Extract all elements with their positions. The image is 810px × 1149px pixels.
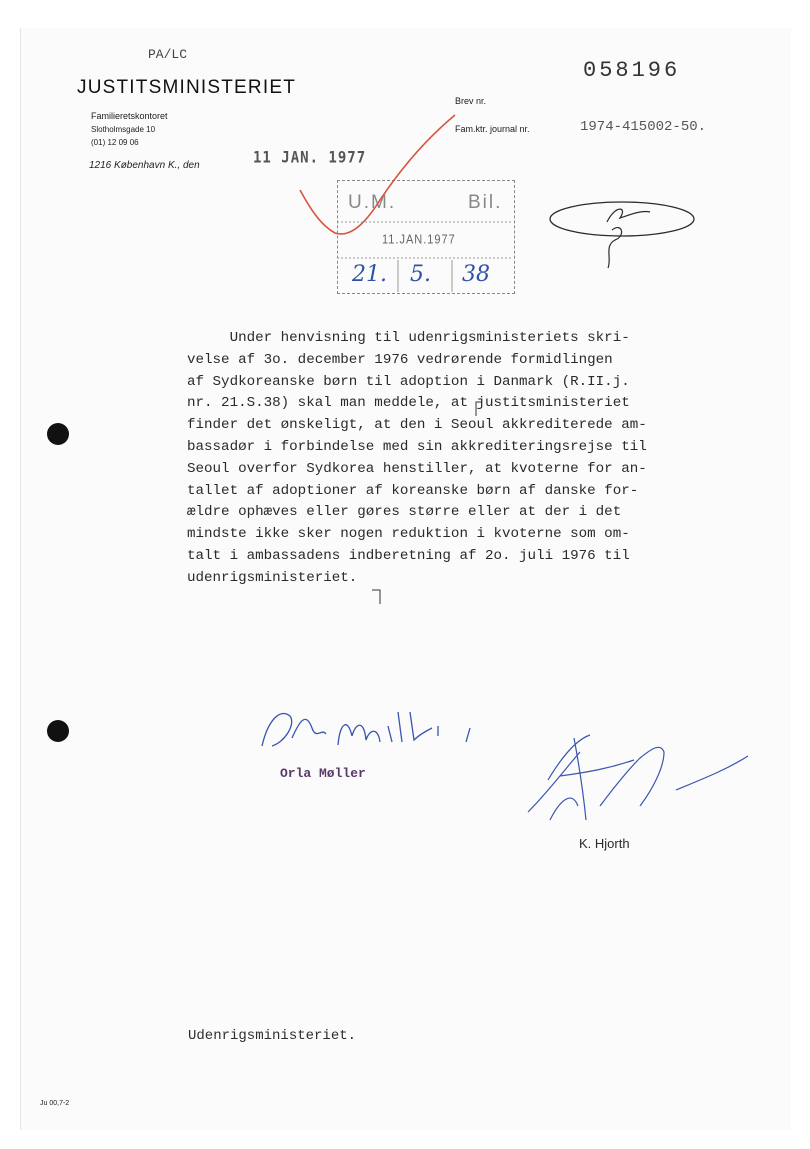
form-number: Ju 00,7-2 xyxy=(40,1100,70,1107)
red-checkmark xyxy=(300,115,455,234)
handwritten-initials xyxy=(607,209,650,268)
letter-body: Under henvisning til udenrigsministeriets skri- velse af 3o. december 1976 vedrørende formidlingen af Sydkoreanske børn til adoption i Danmark (R.II.j. nr. 21.S.38) skal man meddele, at justitsministeriet finder det ønskeligt, at den i Seoul akkrediterede am- bassadør i forbindelse med sin akkrediteringsrejse til Seoul overfor Sydkorea henstiller, at kvoterne for an- tallet af adoptioner af koreanske børn af danske for- ældre ophæves eller gøres større eller at der i det mindste ikke sker nogen reduktion i kvoterne som om- talt i ambassadens indberetning af 2o. juli 1976 til udenrigsministeriet. xyxy=(187,330,647,586)
dateline: 1216 København K., den xyxy=(89,160,200,171)
stamp-um: U.M. xyxy=(348,192,397,213)
phone-number: (01) 12 09 06 xyxy=(91,138,139,147)
department: Familieretskontoret xyxy=(91,111,168,121)
signatory-1-name: Orla Møller xyxy=(280,766,366,781)
stamp-handwritten-2: 5. xyxy=(410,262,431,287)
bracket-mark-2 xyxy=(372,590,380,604)
stamp-handwritten-3: 38 xyxy=(462,262,490,287)
famktr-label: Fam.ktr. journal nr. xyxy=(455,124,530,134)
journal-number: 1974-415002-50. xyxy=(580,119,707,135)
signature-orla-moller xyxy=(262,712,470,746)
brev-label: Brev nr. xyxy=(455,96,487,106)
stamp-divider-3 xyxy=(398,260,452,292)
recipient: Udenrigsministeriet. xyxy=(188,1028,357,1044)
signature-k-hjorth xyxy=(528,735,748,820)
signatory-2-name: K. Hjorth xyxy=(579,836,630,851)
document-number: 058196 xyxy=(583,58,681,83)
street-address: Slotholmsgade 10 xyxy=(91,125,156,134)
ministry-name: JUSTITSMINISTERIET xyxy=(77,77,296,98)
initials: PA/LC xyxy=(148,47,188,62)
stamp-handwritten-1: 21. xyxy=(352,262,387,287)
stamp-bil: Bil. xyxy=(468,192,503,213)
date-stamp: 11 JAN. 1977 xyxy=(253,148,367,168)
stamp-date: 11.JAN.1977 xyxy=(382,232,456,248)
bracket-mark-1 xyxy=(476,402,482,416)
